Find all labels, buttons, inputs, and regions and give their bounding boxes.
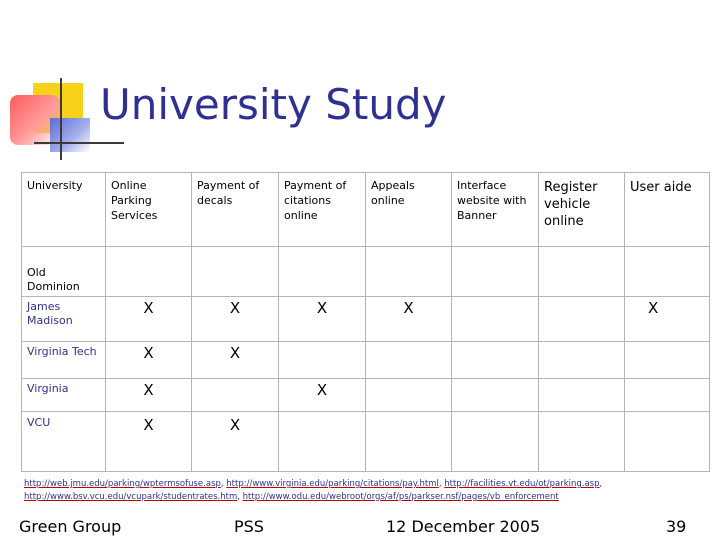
table-cell: [366, 379, 452, 412]
table-row: [22, 412, 710, 472]
link-virginia-parking[interactable]: http://www.virginia.edu/parking/citations/pay.html: [226, 479, 439, 489]
link-odu-parking[interactable]: http://www.odu.edu/webroot/orgs/af/ps/parkser.nsf/pages/vb_enforcement: [242, 492, 559, 502]
table-cell: [452, 247, 539, 297]
table-cell: X: [106, 412, 192, 472]
footer-page-number: 39: [666, 517, 687, 536]
header-register-vehicle: Register vehicle online: [539, 173, 625, 247]
table-cell: X: [106, 342, 192, 379]
table-cell: [279, 342, 366, 379]
table-cell: X: [366, 297, 452, 342]
table-cell: X: [279, 379, 366, 412]
table-cell: [192, 379, 279, 412]
row-label-vcu: VCU: [22, 412, 106, 472]
header-interface-banner: Interface website with Banner: [452, 173, 539, 247]
table-cell: [279, 412, 366, 472]
table-cell: [279, 247, 366, 297]
table-cell: [625, 412, 710, 472]
table-cell: [366, 412, 452, 472]
table-row: [22, 379, 710, 412]
header-payment-of-decals: Payment of decals: [192, 173, 279, 247]
header-online-parking-services: Online Parking Services: [106, 173, 192, 247]
header-appeals-online: Appeals online: [366, 173, 452, 247]
table-cell: X: [192, 342, 279, 379]
header-payment-of-citations: Payment of citations online: [279, 173, 366, 247]
table-cell: [539, 342, 625, 379]
source-links: http://web.jmu.edu/parking/wptermsofuse.asp, http://www.virginia.edu/parking/citations/pay.html, http://facilities.vt.edu/ot/parking.asp, http://www.bsv.vcu.edu/vcupark/studentrates.htm, http://www.odu.edu/webroot/orgs/af/ps/parkser.nsf/pages/vb_enforcement: [24, 479, 603, 502]
footer-group-name: Green Group: [19, 517, 122, 536]
row-label-virginia-tech: Virginia Tech: [22, 342, 106, 379]
table-cell: [539, 379, 625, 412]
decorative-blue-square: [50, 118, 90, 152]
row-label-old-dominion: Old Dominion: [22, 247, 106, 297]
link-vt-parking[interactable]: http://facilities.vt.edu/ot/parking.asp: [444, 479, 600, 489]
table-cell: [625, 379, 710, 412]
table-cell: [625, 247, 710, 297]
table-cell: [539, 247, 625, 297]
footer-date: 12 December 2005: [386, 517, 541, 536]
table-cell: X: [106, 297, 192, 342]
table-cell: [539, 297, 625, 342]
row-label-virginia: Virginia: [22, 379, 106, 412]
link-jmu-parking[interactable]: http://web.jmu.edu/parking/wptermsofuse.asp: [24, 479, 221, 489]
table-cell: X: [192, 297, 279, 342]
table-cell: [452, 297, 539, 342]
table-cell: [366, 342, 452, 379]
table-row: [22, 247, 710, 297]
table-cell: [366, 247, 452, 297]
table-header-row: [22, 173, 710, 247]
table-cell: X: [279, 297, 366, 342]
university-study-table: [21, 172, 710, 472]
header-university: University: [22, 173, 106, 247]
table-cell: X: [192, 412, 279, 472]
table-cell: [452, 342, 539, 379]
table-cell: X: [106, 379, 192, 412]
table-row: [22, 297, 710, 342]
table-cell: [452, 379, 539, 412]
row-label-james-madison: James Madison: [22, 297, 106, 342]
slide-title: University Study: [100, 80, 447, 129]
table-cell: [625, 342, 710, 379]
decorative-horizontal-line: [34, 142, 124, 144]
table-cell: X: [625, 297, 710, 342]
decorative-vertical-line: [60, 78, 62, 160]
link-vcu-parking[interactable]: http://www.bsv.vcu.edu/vcupark/studentrates.htm: [24, 492, 238, 502]
header-user-aide: User aide: [625, 173, 710, 247]
table-row: [22, 342, 710, 379]
footer-course: PSS: [234, 517, 264, 536]
table-cell: [452, 412, 539, 472]
table-cell: [192, 247, 279, 297]
table-cell: [106, 247, 192, 297]
table-cell: [539, 412, 625, 472]
